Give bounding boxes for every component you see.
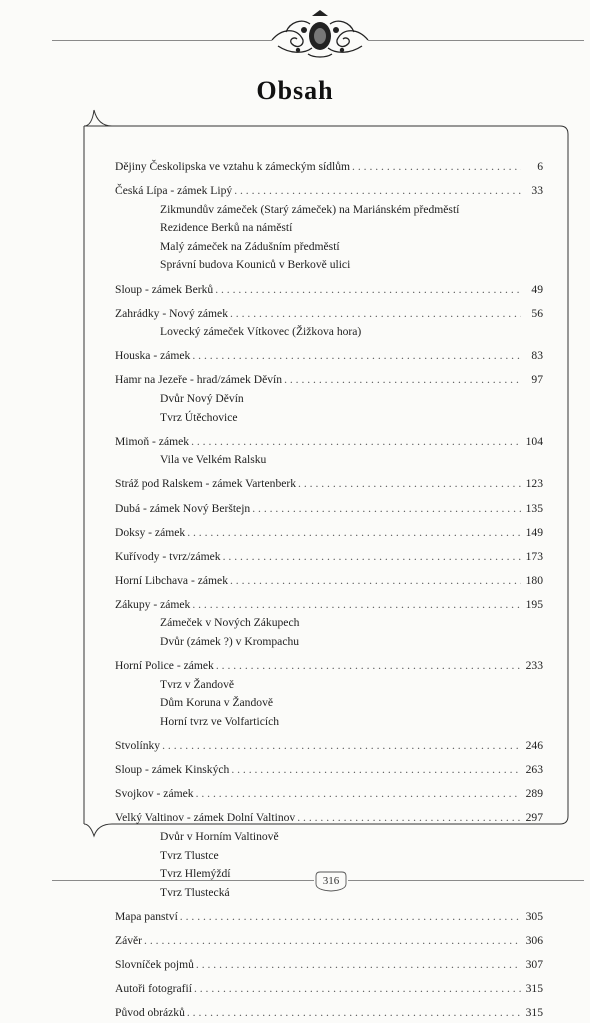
toc-entry-title: Velký Valtinov - zámek Dolní Valtinov	[115, 811, 296, 825]
toc-subentry: Dvůr Nový Děvín	[160, 392, 244, 406]
toc-entry	[115, 956, 543, 975]
toc-entry-page: 149	[525, 525, 543, 539]
toc-leader-dots	[215, 281, 521, 300]
toc-subentry: Tvrz v Žandově	[160, 677, 235, 691]
toc-entry-title: Sloup - zámek Berků	[115, 282, 214, 296]
toc-entry	[115, 809, 543, 828]
toc-leader-dots	[284, 371, 521, 390]
toc-subentry: Dům Koruna v Žandově	[160, 696, 274, 710]
toc-entry	[115, 657, 543, 676]
footer-rule-left	[52, 880, 314, 881]
toc-entry-title: Dějiny Českolipska ve vztahu k zámeckým sídlům	[115, 160, 351, 173]
toc-entry	[115, 737, 543, 756]
toc-entry	[115, 281, 543, 300]
toc-leader-dots	[252, 500, 521, 519]
toc-entry	[115, 475, 543, 494]
toc-entry-page: 97	[531, 373, 543, 387]
toc-leader-dots	[187, 1004, 521, 1023]
toc-entry-page: 49	[531, 282, 543, 296]
toc-entry-page: 135	[525, 501, 543, 515]
toc-leader-dots	[230, 572, 521, 591]
toc-entry-page: 306	[525, 933, 543, 947]
toc-entry	[115, 500, 543, 519]
toc-subentry: Tvrz Tlustce	[160, 848, 219, 862]
toc-entry-title: Svojkov - zámek	[115, 787, 194, 801]
footer-rule-right	[348, 880, 584, 881]
toc-entry-page: 104	[525, 434, 543, 448]
toc-entry-page: 33	[531, 184, 543, 198]
toc-entry	[115, 158, 543, 177]
toc-entry	[115, 572, 543, 591]
toc-leader-dots	[234, 182, 521, 201]
toc-entry-title: Mapa panství	[115, 909, 178, 923]
toc-leader-dots	[180, 908, 521, 927]
toc-subentry: Dvůr (zámek ?) v Krompachu	[160, 635, 300, 649]
page-number: 316	[322, 875, 340, 887]
toc-entry-title: Horní Libchava - zámek	[115, 573, 228, 587]
toc-leader-dots	[192, 596, 521, 615]
toc-leader-dots	[194, 980, 521, 999]
toc-entry	[115, 908, 543, 927]
toc-subentry: Lovecký zámeček Vítkovec (Žižkova hora)	[160, 325, 362, 339]
page-number-badge	[314, 870, 348, 892]
toc-entry-page: 305	[525, 909, 543, 923]
toc-subentry: Tvrz Útěchovice	[160, 410, 238, 424]
toc-entry	[115, 524, 543, 543]
toc-entry-title: Slovníček pojmů	[115, 957, 194, 971]
toc-leader-dots	[144, 932, 521, 951]
toc-entry-page: 83	[531, 349, 543, 363]
toc-entry-title: Závěr	[115, 933, 143, 947]
toc-leader-dots	[187, 524, 521, 543]
toc-leader-dots	[223, 548, 521, 567]
toc-entry	[115, 347, 543, 366]
toc-entry-title: Stvolínky	[115, 739, 161, 753]
toc-subentry: Rezidence Berků na náměstí	[160, 221, 293, 235]
toc-entry	[115, 596, 543, 615]
toc-entry-title: Česká Lípa - zámek Lipý	[115, 184, 233, 198]
toc-entry-page: 315	[525, 982, 543, 996]
toc-subentry: Vila ve Velkém Ralsku	[160, 453, 267, 467]
toc-subentry: Malý zámeček na Zádušním předměstí	[160, 239, 340, 253]
toc-entry-page: 297	[525, 811, 543, 825]
toc-leader-dots	[216, 657, 521, 676]
toc-entry-page: 56	[531, 306, 543, 320]
toc-subentry: Tvrz Tlustecká	[160, 885, 230, 899]
toc-subentry: Horní tvrz ve Volfarticích	[160, 714, 280, 728]
toc-entry-page: 263	[525, 763, 543, 777]
toc-entry-title: Stráž pod Ralskem - zámek Vartenberk	[115, 477, 297, 491]
toc-entry	[115, 548, 543, 567]
toc-leader-dots	[192, 347, 521, 366]
toc-entry-title: Houska - zámek	[115, 349, 191, 363]
toc-leader-dots	[196, 785, 521, 804]
toc-leader-dots	[231, 761, 521, 780]
toc-entry-page: 307	[525, 957, 543, 971]
toc-entry	[115, 761, 543, 780]
toc-entry-page: 123	[525, 477, 543, 491]
toc-entry-page: 195	[525, 597, 543, 611]
toc-entry	[115, 1004, 543, 1023]
toc-subentry: Dvůr v Horním Valtinově	[160, 829, 279, 843]
toc-entry	[115, 433, 543, 452]
toc-subentry: Tvrz Hlemýždí	[160, 867, 231, 881]
toc-entry-title: Zahrádky - Nový zámek	[115, 306, 228, 320]
toc-leader-dots	[297, 809, 521, 828]
toc-leader-dots	[191, 433, 521, 452]
toc-entry-title: Kuřívody - tvrz/zámek	[115, 549, 221, 563]
toc-entry-title: Hamr na Jezeře - hrad/zámek Děvín	[115, 373, 283, 387]
toc-entry-title: Mimoň - zámek	[115, 434, 190, 448]
toc-leader-dots	[298, 475, 521, 494]
toc-entry-title: Doksy - zámek	[115, 525, 186, 539]
toc-entry-page: 233	[525, 659, 543, 673]
toc-leader-dots	[162, 737, 521, 756]
toc-leader-dots	[230, 305, 521, 324]
toc-subentry: Správní budova Kouniců v Berkově ulici	[160, 258, 351, 272]
toc-leader-dots	[352, 158, 521, 177]
toc-entry-page: 6	[537, 160, 543, 173]
toc-entry-page: 246	[525, 739, 543, 753]
toc-entry-title: Autoři fotografií	[115, 982, 192, 996]
toc-entry-title: Zákupy - zámek	[115, 597, 191, 611]
toc-entry-title: Dubá - zámek Nový Berštejn	[115, 501, 251, 515]
toc-entry	[115, 980, 543, 999]
toc-entry-title: Horní Police - zámek	[115, 659, 214, 673]
toc-entry-title: Původ obrázků	[115, 1006, 185, 1020]
toc-entry-page: 173	[525, 549, 543, 563]
toc-entry-title: Sloup - zámek Kinských	[115, 763, 230, 777]
toc-leader-dots	[196, 956, 521, 975]
toc-entry	[115, 371, 543, 390]
page-title: Obsah	[256, 76, 334, 105]
toc-entry-page: 315	[525, 1006, 543, 1020]
toc-entry	[115, 305, 543, 324]
toc-entry	[115, 182, 543, 201]
table-of-contents	[115, 158, 543, 1023]
toc-entry	[115, 932, 543, 951]
toc-entry-page: 180	[525, 573, 543, 587]
toc-subentry: Zámeček v Nových Zákupech	[160, 616, 300, 630]
toc-entry	[115, 785, 543, 804]
toc-entry-page: 289	[525, 787, 543, 801]
toc-subentry: Zikmundův zámeček (Starý zámeček) na Mariánském předměstí	[160, 202, 460, 216]
